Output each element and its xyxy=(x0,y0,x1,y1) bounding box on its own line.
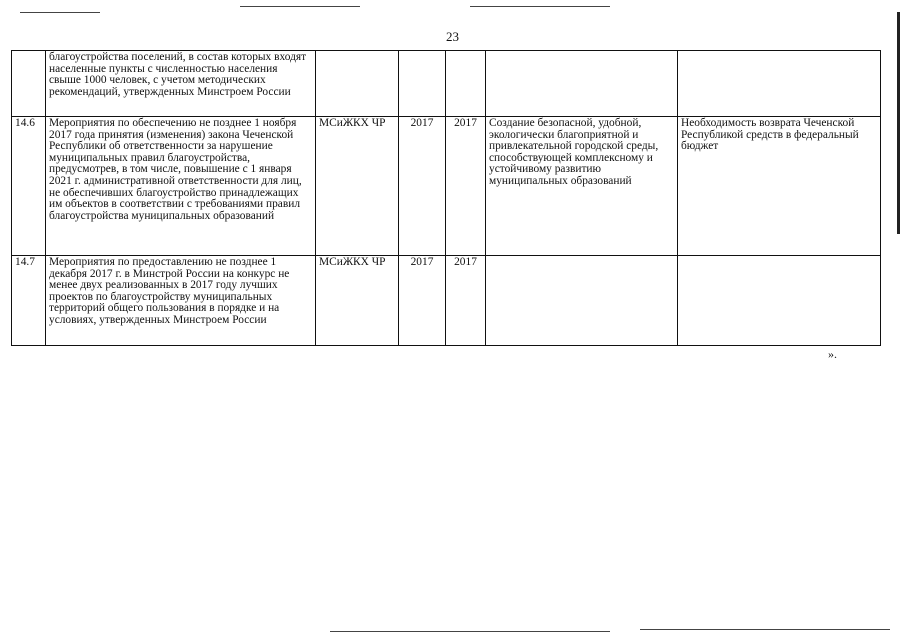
page-number: 23 xyxy=(446,29,459,44)
activity-cell: благоустройства поселений, в состав которых входят населенные пункты с численностью населения свыше 1000 человек, с учетом методических рекомендаций, утвержденных Минстроем России xyxy=(46,51,316,117)
end-year-cell xyxy=(446,51,486,117)
consequence-cell: Необходимость возврата Чеченской Республикой средств в федеральный бюджет xyxy=(678,117,881,256)
scan-artifact-top xyxy=(20,12,100,13)
consequence-cell xyxy=(678,256,881,346)
activity-cell: Мероприятия по обеспечению не позднее 1 ноября 2017 года принятия (изменения) закона Чеченской Республики об ответственности за нарушение муниципальных правил благоустройства, предусмотрев, в том числе, повышение с 1 января 2021 г. административной ответственности для лиц, не обеспечивших благоустройство принадлежащих им объектов в соответствии с требованиями правил благоустройства муниципальных образований xyxy=(46,117,316,256)
executor-cell xyxy=(316,51,399,117)
scan-artifact-bottom xyxy=(640,629,890,630)
executor-cell: МСиЖКХ ЧР xyxy=(316,256,399,346)
end-year-cell: 2017 xyxy=(446,256,486,346)
table-row xyxy=(12,117,881,256)
activity-cell: Мероприятия по предоставлению не позднее 1 декабря 2017 г. в Минстрой России на конкурс не менее двух реализованных в 2017 году лучших проектов по благоустройству муниципальных территорий общего пользования в порядке и на условиях, утвержденных Минстроем России xyxy=(46,256,316,346)
start-year-cell: 2017 xyxy=(399,117,446,256)
result-cell xyxy=(486,51,678,117)
scan-artifact-edge xyxy=(897,12,900,234)
table-row xyxy=(12,51,881,117)
activities-table xyxy=(11,50,881,346)
row-number: 14.7 xyxy=(12,256,46,346)
start-year-cell: 2017 xyxy=(399,256,446,346)
table-row xyxy=(12,256,881,346)
row-number xyxy=(12,51,46,117)
result-cell xyxy=(486,256,678,346)
executor-cell: МСиЖКХ ЧР xyxy=(316,117,399,256)
scan-artifact-top xyxy=(240,6,360,7)
scan-artifact-bottom xyxy=(330,631,610,632)
row-number: 14.6 xyxy=(12,117,46,256)
result-cell: Создание безопасной, удобной, экологически благоприятной и привлекательной городской среды, способствующей комплексному и устойчивому развитию муниципальных образований xyxy=(486,117,678,256)
start-year-cell xyxy=(399,51,446,117)
scan-artifact-top xyxy=(470,6,610,7)
consequence-cell xyxy=(678,51,881,117)
closing-quote: ». xyxy=(828,347,837,361)
end-year-cell: 2017 xyxy=(446,117,486,256)
